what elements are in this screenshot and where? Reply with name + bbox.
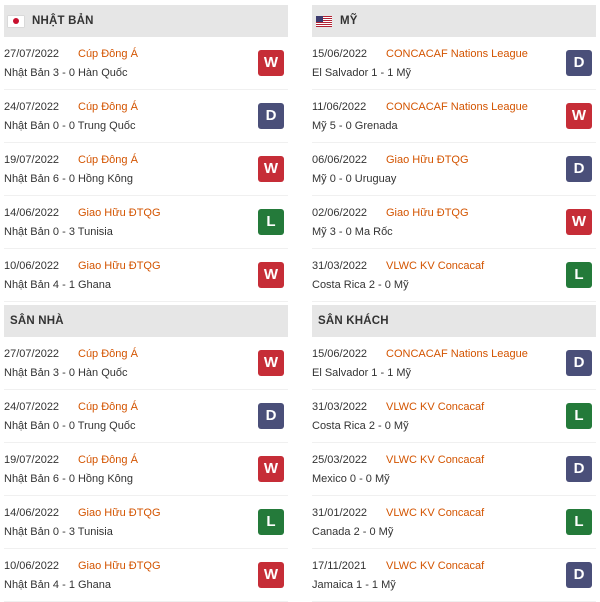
competition-link[interactable]: Giao Hữu ĐTQG: [386, 207, 469, 219]
match-date: 10/06/2022: [4, 560, 60, 572]
match-row[interactable]: [4, 143, 288, 196]
competition-link[interactable]: Cúp Đông Á: [78, 401, 138, 413]
match-score: Nhật Bản 6 - 0 Hồng Kông: [4, 473, 134, 485]
match-score: Costa Rica 2 - 0 Mỹ: [312, 279, 409, 291]
match-date: 17/11/2021: [312, 560, 367, 572]
result-badge: D: [566, 350, 592, 376]
match-row[interactable]: [312, 37, 596, 90]
competition-link[interactable]: Cúp Đông Á: [78, 348, 138, 360]
competition-link[interactable]: Cúp Đông Á: [78, 101, 138, 113]
competition-link[interactable]: CONCACAF Nations League: [386, 348, 528, 360]
match-date: 25/03/2022: [312, 454, 368, 466]
match-score: Nhật Bản 0 - 3 Tunisia: [4, 226, 113, 238]
match-row[interactable]: [4, 37, 288, 90]
match-date: 15/06/2022: [312, 348, 368, 360]
result-badge: L: [566, 509, 592, 535]
competition-link[interactable]: CONCACAF Nations League: [386, 48, 528, 60]
result-badge: W: [566, 103, 592, 129]
match-row[interactable]: [312, 196, 596, 249]
competition-link[interactable]: VLWC KV Concacaf: [386, 454, 485, 466]
match-list: [4, 337, 288, 602]
match-date: 02/06/2022: [312, 207, 368, 219]
match-score: Canada 2 - 0 Mỹ: [312, 526, 394, 538]
match-row[interactable]: [312, 496, 596, 549]
match-score: Nhật Bản 0 - 3 Tunisia: [4, 526, 113, 538]
usa-recent-panel: [312, 5, 596, 302]
match-row[interactable]: [4, 337, 288, 390]
match-score: Costa Rica 2 - 0 Mỹ: [312, 420, 409, 432]
match-score: Mỹ 5 - 0 Grenada: [312, 120, 398, 132]
home-matches-panel: [4, 305, 288, 602]
competition-link[interactable]: Giao Hữu ĐTQG: [78, 560, 161, 572]
match-date: 31/03/2022: [312, 401, 368, 413]
match-score: Nhật Bản 3 - 0 Hàn Quốc: [4, 67, 128, 79]
match-date: 14/06/2022: [4, 507, 60, 519]
panel-header: [312, 305, 596, 337]
match-list: [312, 37, 596, 302]
match-date: 11/06/2022: [312, 101, 367, 113]
japan-recent-panel: [4, 5, 288, 302]
match-date: 31/03/2022: [312, 260, 368, 272]
competition-link[interactable]: VLWC KV Concacaf: [386, 507, 485, 519]
match-score: Jamaica 1 - 1 Mỹ: [312, 579, 396, 591]
usa-flag-icon: [316, 16, 332, 27]
match-score: Nhật Bản 6 - 0 Hồng Kông: [4, 173, 134, 185]
result-badge: W: [258, 50, 284, 76]
competition-link[interactable]: Cúp Đông Á: [78, 154, 138, 166]
match-date: 27/07/2022: [4, 348, 60, 360]
match-score: Mexico 0 - 0 Mỹ: [312, 473, 390, 485]
match-date: 19/07/2022: [4, 154, 60, 166]
result-badge: L: [566, 403, 592, 429]
competition-link[interactable]: CONCACAF Nations League: [386, 101, 528, 113]
match-date: 14/06/2022: [4, 207, 60, 219]
result-badge: D: [566, 456, 592, 482]
match-score: Nhật Bản 4 - 1 Ghana: [4, 579, 112, 591]
match-score: Nhật Bản 4 - 1 Ghana: [4, 279, 112, 291]
match-date: 15/06/2022: [312, 48, 368, 60]
result-badge: W: [258, 262, 284, 288]
result-badge: D: [566, 50, 592, 76]
competition-link[interactable]: Giao Hữu ĐTQG: [78, 207, 161, 219]
competition-link[interactable]: VLWC KV Concacaf: [386, 260, 485, 272]
match-row[interactable]: [4, 90, 288, 143]
result-badge: W: [258, 456, 284, 482]
panel-title: SÂN KHÁCH: [318, 315, 389, 327]
match-row[interactable]: [4, 390, 288, 443]
result-badge: W: [258, 156, 284, 182]
match-score: El Salvador 1 - 1 Mỹ: [312, 67, 412, 79]
panel-title: MỸ: [340, 15, 358, 27]
match-row[interactable]: [4, 196, 288, 249]
match-date: 27/07/2022: [4, 48, 60, 60]
competition-link[interactable]: Giao Hữu ĐTQG: [386, 154, 469, 166]
match-date: 06/06/2022: [312, 154, 368, 166]
panel-title: SÂN NHÀ: [10, 315, 64, 327]
competition-link[interactable]: Cúp Đông Á: [78, 454, 138, 466]
match-row[interactable]: [4, 496, 288, 549]
match-score: El Salvador 1 - 1 Mỹ: [312, 367, 412, 379]
away-matches-panel: [312, 305, 596, 602]
competition-link[interactable]: Giao Hữu ĐTQG: [78, 507, 161, 519]
match-score: Nhật Bản 3 - 0 Hàn Quốc: [4, 367, 128, 379]
match-list: [312, 337, 596, 602]
competition-link[interactable]: Giao Hữu ĐTQG: [78, 260, 161, 272]
result-badge: W: [566, 209, 592, 235]
match-date: 10/06/2022: [4, 260, 60, 272]
match-row[interactable]: [312, 90, 596, 143]
match-row[interactable]: [312, 249, 596, 302]
result-badge: W: [258, 562, 284, 588]
match-score: Nhật Bản 0 - 0 Trung Quốc: [4, 120, 136, 132]
competition-link[interactable]: Cúp Đông Á: [78, 48, 138, 60]
result-badge: D: [566, 156, 592, 182]
panel-header: [4, 305, 288, 337]
match-row[interactable]: [312, 337, 596, 390]
match-row[interactable]: [312, 143, 596, 196]
match-score: Mỹ 0 - 0 Uruguay: [312, 173, 397, 185]
result-badge: L: [258, 209, 284, 235]
match-row[interactable]: [4, 443, 288, 496]
match-date: 24/07/2022: [4, 101, 60, 113]
result-badge: D: [566, 562, 592, 588]
match-date: 19/07/2022: [4, 454, 60, 466]
match-score: Mỹ 3 - 0 Ma Rốc: [312, 226, 393, 238]
result-badge: D: [258, 403, 284, 429]
panel-title: NHẬT BẢN: [32, 15, 94, 27]
match-score: Nhật Bản 0 - 0 Trung Quốc: [4, 420, 136, 432]
competition-link[interactable]: VLWC KV Concacaf: [386, 401, 485, 413]
result-badge: L: [566, 262, 592, 288]
match-row[interactable]: [4, 549, 288, 602]
match-row[interactable]: [4, 249, 288, 302]
match-row[interactable]: [312, 443, 596, 496]
competition-link[interactable]: VLWC KV Concacaf: [386, 560, 485, 572]
match-date: 31/01/2022: [312, 507, 368, 519]
match-list: [4, 37, 288, 302]
match-row[interactable]: [312, 549, 596, 602]
japan-flag-icon: [8, 16, 24, 27]
match-row[interactable]: [312, 390, 596, 443]
result-badge: D: [258, 103, 284, 129]
panel-header: [312, 5, 596, 37]
panel-header: [4, 5, 288, 37]
result-badge: W: [258, 350, 284, 376]
result-badge: L: [258, 509, 284, 535]
match-date: 24/07/2022: [4, 401, 60, 413]
